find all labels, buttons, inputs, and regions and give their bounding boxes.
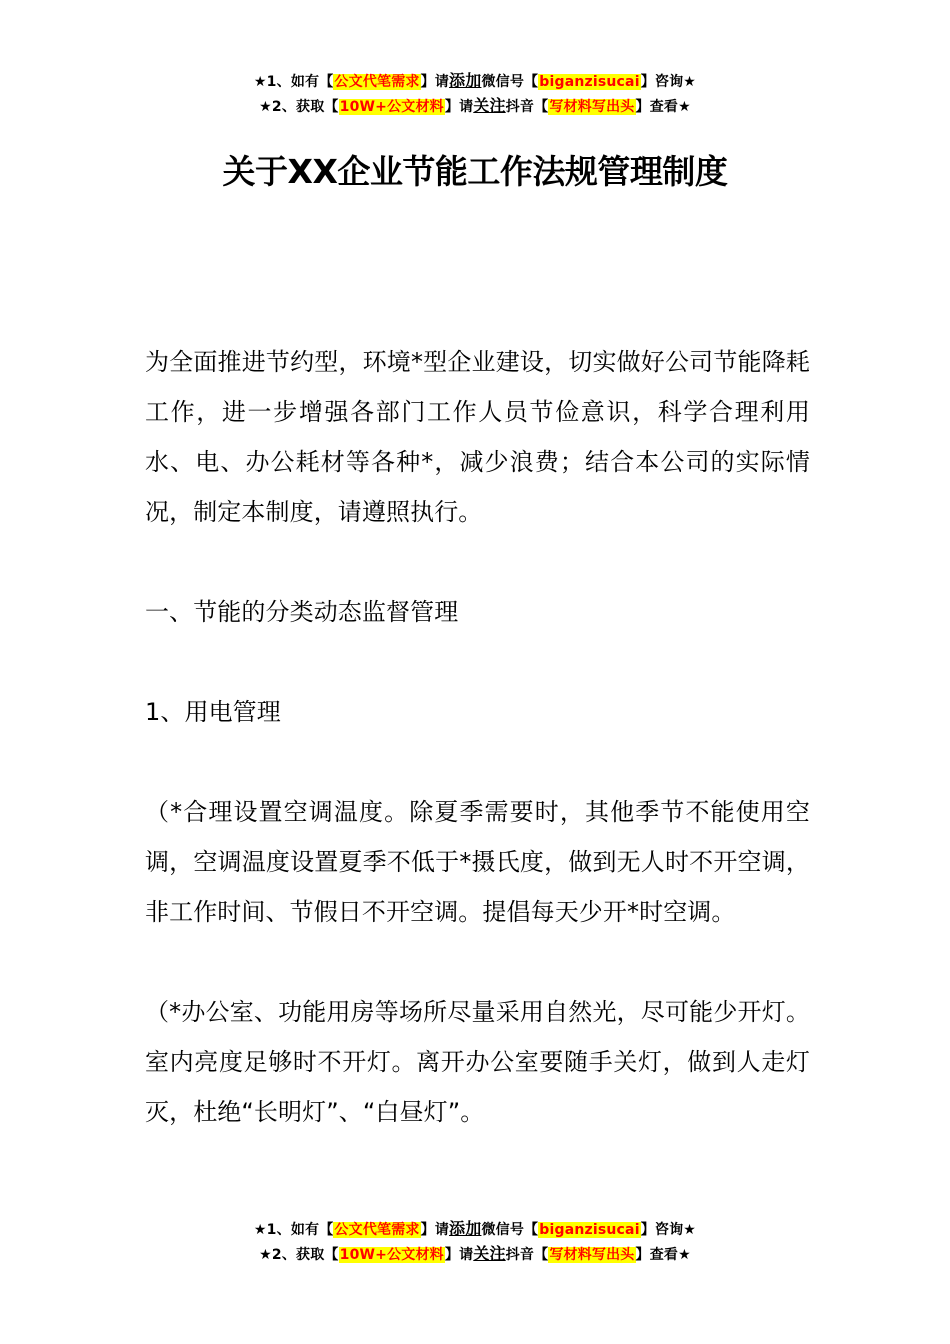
list-item: （*办公室、功能用房等场所尽量采用自然光，尽可能少开灯。室内亮度足够时不开灯。离开办公室要随手关灯，做到人走灯灭，杜绝“长明灯”、“白昼灯”。: [145, 998, 810, 1126]
promo-text: ★2、获取【: [259, 99, 339, 115]
promo-text: 】请: [444, 99, 474, 115]
promo-highlight-service: 公文代笔需求: [334, 74, 420, 90]
promo-text: 】查看★: [635, 99, 691, 115]
promo-text: ★1、如有【: [253, 74, 334, 90]
promo-highlight-wechat-id: biganzisucai: [539, 74, 640, 90]
promo-line-1: [0, 1217, 950, 1242]
promo-text: ★2、获取【: [259, 1247, 339, 1263]
promo-text: ★1、如有【: [253, 1222, 334, 1238]
promo-line-1: [0, 69, 950, 94]
promo-underlined-word: 关注: [473, 1244, 506, 1263]
promo-highlight-douyin: 写材料写出头: [549, 99, 635, 115]
promo-highlight-materials: 10W+公文材料: [339, 1247, 444, 1263]
promo-line-2: [0, 94, 950, 119]
document-body: [145, 337, 810, 1137]
promo-highlight-service: 公文代笔需求: [334, 1222, 420, 1238]
promo-underlined-word: 添加: [449, 1219, 482, 1238]
promo-highlight-materials: 10W+公文材料: [339, 99, 444, 115]
intro-paragraph: 为全面推进节约型，环境*型企业建设，切实做好公司节能降耗工作，进一步增强各部门工作人员节俭意识，科学合理利用水、电、办公耗材等各种*，减少浪费；结合本公司的实际情况，制定本制度，请遵照执行。: [145, 348, 810, 526]
promo-text: 】请: [420, 1222, 450, 1238]
document-title: 关于XX企业节能工作法规管理制度: [222, 152, 728, 191]
promo-text: 微信号【: [481, 1222, 539, 1238]
promo-text: 】请: [444, 1247, 474, 1263]
promo-text: 】请: [420, 74, 450, 90]
list-item: （*合理设置空调温度。除夏季需要时，其他季节不能使用空调，空调温度设置夏季不低于*摄氏度，做到无人时不开空调，非工作时间、节假日不开空调。提倡每天少开*时空调。: [145, 798, 810, 926]
promo-text: 抖音【: [505, 1247, 549, 1263]
promo-highlight-wechat-id: biganzisucai: [539, 1222, 640, 1238]
promo-line-2: [0, 1242, 950, 1267]
promo-text: 】咨询★: [640, 1222, 697, 1238]
promo-text: 抖音【: [505, 99, 549, 115]
promo-banner-top: [0, 69, 950, 119]
promo-highlight-douyin: 写材料写出头: [549, 1247, 635, 1263]
promo-text: 】咨询★: [640, 74, 697, 90]
promo-text: 微信号【: [481, 74, 539, 90]
section-heading: 一、节能的分类动态监督管理: [145, 598, 459, 626]
promo-underlined-word: 关注: [473, 96, 506, 115]
promo-text: 】查看★: [635, 1247, 691, 1263]
promo-banner-bottom: [0, 1217, 950, 1267]
subsection-heading: 1、用电管理: [145, 698, 281, 726]
promo-underlined-word: 添加: [449, 71, 482, 90]
